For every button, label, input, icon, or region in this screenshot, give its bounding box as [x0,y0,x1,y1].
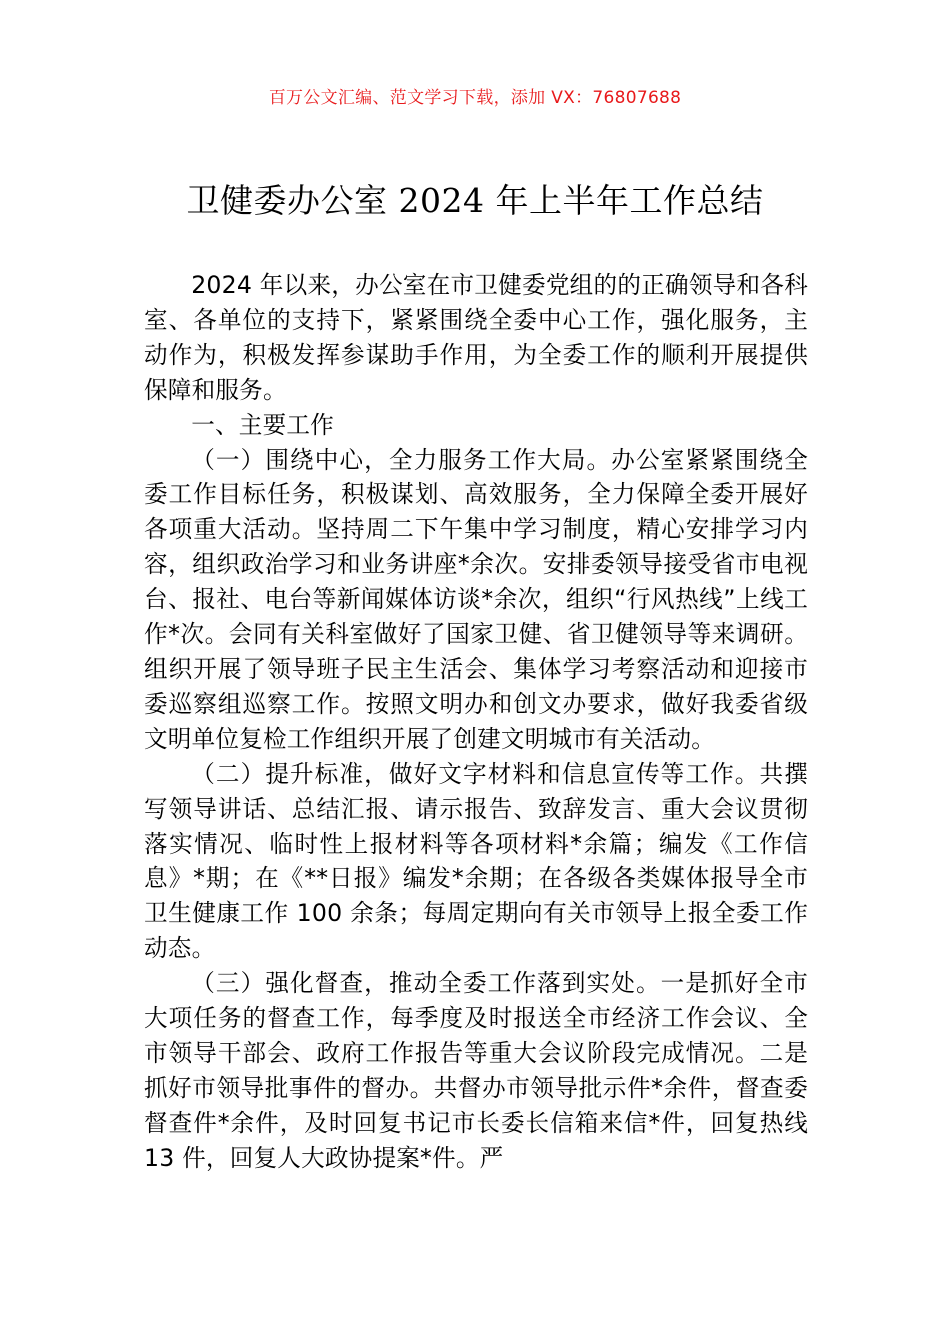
section-heading-main-work: 一、主要工作 [191,410,334,439]
document-title: 卫健委办公室 2024 年上半年工作总结 [186,181,764,220]
paragraph-item-1: （一）围绕中心，全力服务工作大局。办公室紧紧围绕全委工作目标任务，积极谋划、高效服务，全力保障全委开展好各项重大活动。坚持周二下午集中学习制度，精心安排学习内容，组织政治学习和业务讲座*余次。安排委领导接受省市电视台、报社、电台等新闻媒体访谈*余次，组织“行风热线”上线工作*次。会同有关科室做好了国家卫健、省卫健领导等来调研。组织开展了领导班子民主生活会、集体学习考察活动和迎接市委巡察组巡察工作。按照文明办和创文办要求，做好我委省级文明单位复检工作组织开展了创建文明城市有关活动。 [144,445,808,753]
paragraph-item-2: （二）提升标准，做好文字材料和信息宣传等工作。共撰写领导讲话、总结汇报、请示报告、致辞发言、重大会议贯彻落实情况、临时性上报材料等各项材料*余篇；编发《工作信息》*期；在《**日报》编发*余期；在各级各类媒体报导全市卫生健康工作 100 余条；每周定期向有关市领导上报全委工作动态。 [144,759,808,963]
document-body [144,268,808,1176]
paragraph-item-3: （三）强化督查，推动全委工作落到实处。一是抓好全市大项任务的督查工作，每季度及时报送全市经济工作会议、全市领导干部会、政府工作报告等重大会议阶段完成情况。二是抓好市领导批事件的督办。共督办市领导批示件*余件，督查委督查件*余件，及时回复书记市长委长信箱来信*件，回复热线 13 件，回复人大政协提案*件。严 [144,969,808,1172]
paragraph-intro: 2024 年以来，办公室在市卫健委党组的的正确领导和各科室、各单位的支持下，紧紧围绕全委中心工作，强化服务，主动作为，积极发挥参谋助手作用，为全委工作的顺利开展提供保障和服务。 [144,271,808,404]
download-notice: 百万公文汇编、范文学习下载，添加 VX：76807688 [268,88,682,108]
